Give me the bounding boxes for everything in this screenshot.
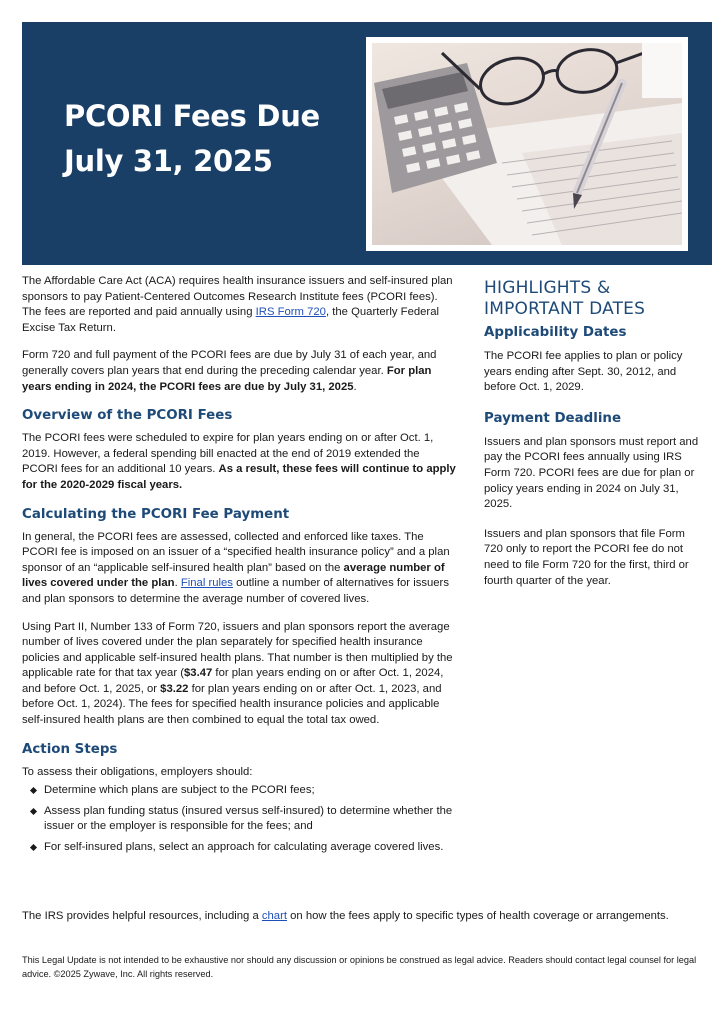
list-item-text: For self-insured plans, select an approach for calculating average covered lives. (44, 841, 444, 854)
calculator-glasses-pen-photo (372, 43, 682, 245)
overview-heading: Overview of the PCORI Fees (22, 408, 233, 424)
bullet-diamond-icon (30, 787, 37, 794)
title-line-1: PCORI Fees Due (64, 99, 320, 133)
chart-link[interactable]: chart (261, 910, 287, 922)
rate-2024: $3.22 (160, 682, 189, 695)
title-line-2: July 31, 2025 (64, 144, 273, 178)
applicability-heading: Applicability Dates (484, 325, 627, 340)
header-banner (22, 22, 712, 265)
resources-section (22, 909, 702, 925)
calc-text: In general, the PCORI fees are assessed, collected and enforced like taxes. The PCORI fee is imposed on an issuer of a “specified health insurance policy” and a plan sponsor of an “applicable self-insured health plan” based on the (22, 530, 450, 574)
intro-text: The Affordable Care Act (ACA) requires health insurance issuers and self-insured plan sponsors to pay Patient-Centered Outcomes Research Institute fees (PCORI fees). The fees are reported and paid annually using (22, 275, 453, 319)
legal-disclaimer: This Legal Update is not intended to be exhaustive nor should any discussion or opinions be construed as legal advice. Readers should contact legal counsel for legal advice. ©2025 Zywave, Inc. All rights reserved. (22, 955, 697, 979)
calculating-heading: Calculating the PCORI Fee Payment (22, 506, 290, 522)
intro-paragraph-1 (22, 274, 458, 336)
final-rules-link[interactable]: Final rules (180, 577, 233, 590)
page-title (64, 94, 320, 184)
intro-2-end: . (353, 380, 357, 393)
intro-paragraph-2 (22, 348, 458, 395)
calc-mid: . (174, 577, 181, 590)
sidebar (484, 274, 702, 603)
resources-text: The IRS provides helpful resources, including a (22, 910, 262, 922)
overview-text: The PCORI fees were scheduled to expire for plan years ending on or after Oct. 1, 2019. However, a federal spending bill enacted at the end of 2019 extended the PCORI fees for an additional 10 years. (22, 432, 434, 476)
intro-text-end: , the Quarterly Federal Excise Tax Return. (22, 306, 439, 334)
header-photo-frame (366, 37, 688, 251)
mug (642, 43, 682, 98)
calc-2-text: Using Part II, Number 133 of Form 720, issuers and plan sponsors report the average number of lives covered under the plan separately for specified health insurance policies and applicable self-insured health plans. That number is then multiplied by the applicable rate for that tax year ( (22, 620, 453, 680)
calculating-paragraph-1 (22, 530, 458, 608)
overview-bold: As a result, these fees will continue to apply for the 2020-2029 fiscal years. (22, 463, 456, 491)
main-column (22, 274, 458, 861)
list-item (22, 840, 458, 856)
intro-2-text: Form 720 and full payment of the PCORI fees are due by July 31 of each year, and generally covers plan years that end during the preceding calendar year. (22, 349, 437, 377)
list-item (22, 804, 458, 835)
highlights-line-1: HIGHLIGHTS & (484, 278, 611, 298)
overview-paragraph (22, 431, 458, 493)
calculating-paragraph-2 (22, 620, 458, 729)
action-intro: To assess their obligations, employers should: (22, 765, 253, 778)
list-item-text: Determine which plans are subject to the PCORI fees; (44, 784, 315, 797)
rate-2025: $3.47 (184, 667, 213, 680)
payment-deadline-heading: Payment Deadline (484, 410, 622, 426)
payment-text-1: Issuers and plan sponsors must report and pay the PCORI fees annually using IRS Form 720. PCORI fees are due for plan or policy years ending in 2024 on July 31, 2025. (484, 435, 699, 511)
calc-end: outline a number of alternatives for issuers and plan sponsors to determine the average number of covered lives. (22, 577, 449, 605)
highlights-title (484, 278, 702, 320)
irs-form-720-link[interactable]: IRS Form 720 (255, 306, 326, 319)
footer (22, 954, 702, 981)
highlights-line-2: IMPORTANT DATES (484, 299, 646, 319)
payment-text-2: Issuers and plan sponsors that file Form 720 only to report the PCORI fee do not need to file Form 720 for the first, third or fourth quarter of the year. (484, 527, 689, 587)
list-item-text: Assess plan funding status (insured versus self-insured) to determine whether the issuer or the employer is responsible for the fees; and (44, 804, 453, 833)
list-item (22, 783, 458, 799)
action-steps-heading: Action Steps (22, 741, 118, 757)
bullet-diamond-icon (30, 808, 37, 815)
calc-2-mid: for plan years ending on or after Oct. 1, 2024, and before Oct. 1, 2025, or (22, 667, 444, 695)
action-steps-list (22, 783, 458, 855)
bullet-diamond-icon (30, 844, 37, 851)
calc-2-end: for plan years ending on or after Oct. 1, 2023, and before Oct. 1, 2024). The fees for specified health insurance policies and applicable self-insured health plans are then combined to equal the total tax owed. (22, 682, 442, 727)
intro-2-bold: For plan years ending in 2024, the PCORI fees are due by July 31, 2025 (22, 364, 432, 393)
resources-paragraph (22, 909, 702, 925)
calc-bold: average number of lives covered under the plan (22, 561, 445, 590)
applicability-text: The PCORI fee applies to plan or policy years ending after Sept. 30, 2012, and before Oct. 1, 2029. (484, 350, 683, 394)
photo-illustration (372, 43, 682, 245)
resources-end: on how the fees apply to specific types of health coverage or arrangements. (287, 910, 669, 922)
